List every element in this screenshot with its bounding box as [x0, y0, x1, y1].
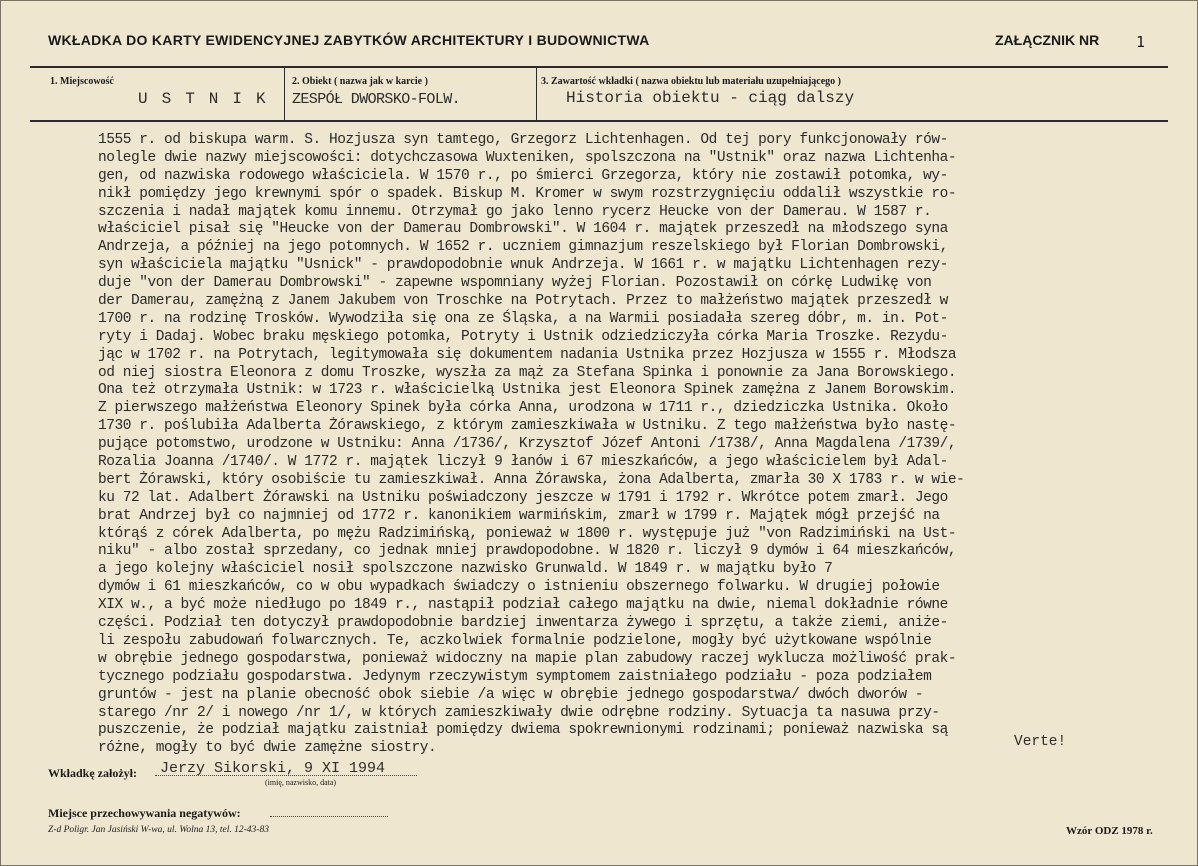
annex-number: 1	[1136, 33, 1146, 51]
body-line: duje "von der Damerau Dombrowski" - zapewne wspomniany wyżej Florian. Pozostawił on córkę Ludwikę von	[98, 275, 932, 292]
body-line: pujące potomstwo, urodzone w Ustniku: Anna /1736/, Krzysztof Józef Antoni /1738/, Anna Magdalena /1739/,	[98, 436, 957, 453]
body-text	[98, 132, 1158, 758]
body-line: gen, od nazwiska rodowego właściciela. W 1570 r., po śmierci Grzegorza, który nie zostawił potomka, wy-	[98, 167, 948, 184]
contents-label: 3. Zawartość wkładki ( nazwa obiektu lub materiału uzupełniającego )	[541, 76, 842, 87]
body-line: 1730 r. poślubiła Adalberta Żórawskiego, z którym zamieszkiwała w Ustniku. Z tego małżeństwa było nastę-	[98, 418, 957, 435]
body-line: od niej siostra Eleonora z domu Troszke, wyszła za mąż za Stefana Spinka i ponownie za Jana Borowskiego.	[98, 364, 957, 381]
body-line: niku" - albo został sprzedany, co jednak mniej prawdopodobne. W 1820 r. liczył 9 dymów i 64 mieszkańców,	[98, 543, 957, 560]
object-label: 2. Obiekt ( nazwa jak w karcie )	[292, 76, 428, 87]
body-line: jąc w 1702 r. na Potrytach, legitymowała się dokumentem nadania Ustnika przez Hozjusza w 1555 r. Młodsza	[98, 346, 957, 363]
created-by-dotted-line	[155, 775, 417, 776]
body-line: części. Podział ten dotyczył prawdopodobnie bardziej inwentarza żywego i sprzętu, a także ziemi, aniże-	[98, 615, 948, 632]
body-line: Andrzeja, a później na jego potomnych. W 1652 r. uczniem gimnazjum reszelskiego był Florian Dombrowski,	[98, 239, 948, 256]
body-line: ku 72 lat. Adalbert Żórawski na Ustniku poświadczony jeszcze w 1791 i 1792 r. Wkrótce potem zmarł. Jego	[98, 489, 948, 506]
negatives-dotted-line	[270, 816, 388, 817]
body-line: XIX w., a być może niedługo po 1849 r., nastąpił podział całego majątku na dwie, niemal dokładnie równe	[98, 597, 948, 614]
object-value: ZESPÓŁ DWORSKO-FOLW.	[292, 91, 461, 108]
body-line: li zespołu zabudowań folwarcznych. Te, aczkolwiek formalnie podzielone, mogły być użytkowane wspólnie	[98, 632, 932, 649]
created-by-value: Jerzy Sikorski, 9 XI 1994	[160, 760, 386, 777]
body-line: właściciel pisał się "Heucke von der Damerau Dombrowski". W 1604 r. majątek przeszedł na młodszego syna	[98, 221, 948, 238]
created-by-label: Wkładkę założył:	[48, 766, 137, 780]
field-box-top-rule	[30, 66, 1168, 68]
locality-label: 1. Miejscowość	[50, 76, 114, 87]
contents-value: Historia obiektu - ciąg dalszy	[566, 89, 855, 107]
body-line: syn właściciela majątku "Usnick" - prawdopodobnie wnuk Andrzeja. W 1661 r. w majątku Lichtenhagen rezy-	[98, 257, 948, 274]
field-box-bottom-rule	[30, 120, 1168, 122]
body-line: der Damerau, zamężną z Janem Jakubem von Troschke na Potrytach. Przez to małżeństwo majątek przeszedł w	[98, 293, 948, 310]
body-line: Rozalia Joanna /1740/. W 1772 r. majątek liczył 9 łanów i 67 mieszkańców, a jego właścicielem był Adal-	[98, 454, 948, 471]
body-line: 1555 r. od biskupa warm. S. Hozjusza syn tamtego, Grzegorz Lichtenhagen. Od tej pory funkcjonowały rów-	[98, 132, 948, 148]
body-line: gruntów - jest na planie obecność obok siebie /a więc w obrębie jednego gospodarstwa/ dwóch dworów -	[98, 686, 924, 703]
body-line: Z pierwszego małżeństwa Eleonory Spinek była córka Anna, urodzona w 1711 r., dziedziczka Ustnika. Około	[98, 400, 948, 417]
annex-label: ZAŁĄCZNIK NR	[995, 32, 1100, 48]
body-line: bert Żórawski, który osobiście tu zamieszkiwał. Anna Żórawska, żona Adalberta, zmarła 30 X 1783 r. w wie-	[98, 471, 965, 488]
body-line: nikł pomiędzy jego krewnymi spór o spadek. Biskup M. Kromer w swym rozstrzygnięciu oddalił wszystkie ro-	[98, 185, 957, 202]
form-code: Wzór ODZ 1978 r.	[1066, 825, 1153, 837]
body-line: tycznego podziału gospodarstwa. Jedynym rzeczywistym symptomem zaistniałego podziału - poza podziałem	[98, 668, 932, 685]
body-line: a jego kolejny właściciel nosił spolszczone nazwisko Grunwald. W 1849 r. w majątku było 7	[98, 561, 833, 578]
field-box-divider-2	[536, 66, 537, 122]
printer-imprint: Z-d Poligr. Jan Jasiński W-wa, ul. Wolna 13, tel. 12-43-83	[48, 825, 269, 835]
body-line: brat Andrzej był co najmniej od 1772 r. kanonikiem warmińskim, zmarł w 1799 r. Majątek mógł przejść na	[98, 507, 940, 524]
body-line: w obrębie jednego gospodarstwa, ponieważ widoczny na mapie plan zabudowy raczej wyklucza możliwość prak-	[98, 650, 957, 667]
body-line: Ona też otrzymała Ustnik: w 1723 r. właścicielką Ustnika jest Eleonora Spinek zamężna z Janem Borowskim.	[98, 382, 957, 399]
form-title: WKŁADKA DO KARTY EWIDENCYJNEJ ZABYTKÓW ARCHITEKTURY I BUDOWNICTWA	[48, 32, 650, 48]
field-box-divider-1	[284, 66, 285, 122]
body-line: którąś z córek Adalberta, po mężu Radzimińską, ponieważ w 1800 r. występuje już "von Radzimiński na Ust-	[98, 525, 957, 542]
body-line: nolegle dwie nazwy miejscowości: dotychczasowa Wuxteniken, spolszczona na "Ustnik" oraz nazwa Lichtenha-	[98, 149, 957, 166]
created-by-caption: (imię, nazwisko, data)	[265, 778, 337, 787]
body-line: szczenia i nadał majątek komu innemu. Otrzymał go jako lenno rycerz Heucke von der Damerau. W 1587 r.	[98, 203, 932, 220]
locality-value: USTNIK	[138, 90, 280, 108]
body-line: dymów i 61 mieszkańców, co w obu wypadkach świadczy o istnieniu obszernego folwarku. W drugiej połowie	[98, 579, 940, 596]
verte-note: Verte!	[1014, 734, 1067, 750]
negatives-label: Miejsce przechowywania negatywów:	[48, 806, 241, 820]
body-line: różne, mogły to być dwie zamężne siostry.	[98, 740, 437, 757]
body-line: puszczenie, że podział majątku zaistniał pomiędzy dwiema spokrewnionymi rodzinami; ponieważ nazwiska są	[98, 722, 948, 739]
body-line: 1700 r. na rodzinę Trosków. Wywodziła się ona ze Śląska, a na Warmii posiadała szereg dóbr, m. in. Pot-	[98, 310, 948, 327]
body-line: ryty i Dadaj. Wobec braku męskiego potomka, Potryty i Ustnik odziedziczyła córka Maria Troszke. Rezydu-	[98, 328, 948, 345]
body-line: starego /nr 2/ i nowego /nr 1/, w których zamieszkiwały dwie odrębne rodziny. Sytuacja ta nasuwa przy-	[98, 704, 940, 721]
